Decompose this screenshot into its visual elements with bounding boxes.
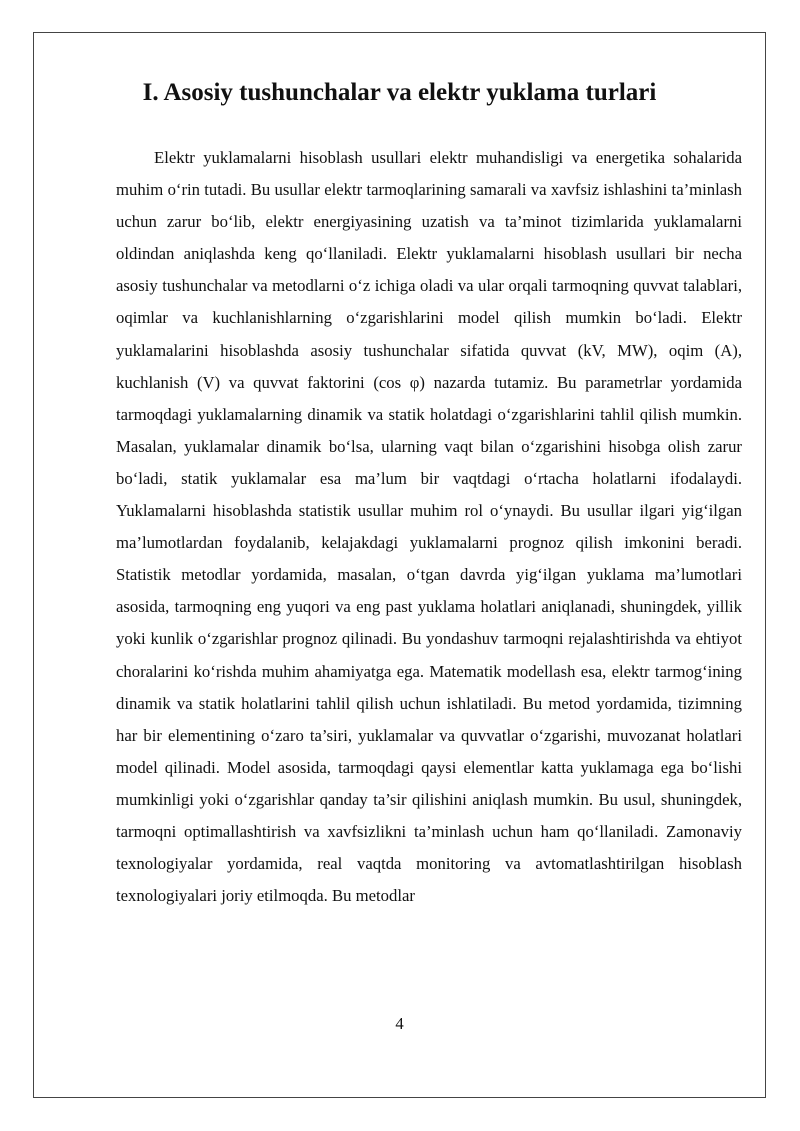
section-heading: I. Asosiy tushunchalar va elektr yuklama turlari [142,79,657,106]
page-number: 4 [395,1014,404,1033]
body-paragraph: Elektr yuklamalarni hisoblash usullari elektr muhandisligi va energetika sohalarida muhim o‘rin tutadi. Bu usullar elektr tarmoqlarining samarali va xavfsiz ishlashini ta’minlash uchun zarur bo‘lib, elektr energiyasining uzatish va ta’minot tizimlarida yuklamalarni oldindan aniqlashda keng qo‘llaniladi. Elektr yuklamalarni hisoblash usullari bir necha asosiy tushunchalar va metodlarni o‘z ichiga oladi va ular orqali tarmoqning quvvat talablari, oqimlar va kuchlanishlarning o‘zgarishlarini model qilish mumkin bo‘ladi. Elektr yuklamalarini hisoblashda asosiy tushunchalar sifatida quvvat (kV, MW), oqim (A), kuchlanish (V) va quvvat faktorini (cos φ) nazarda tutamiz. Bu parametrlar yordamida tarmoqdagi yuklamalarning dinamik va statik holatdagi o‘zgarishlarini tahlil qilish mumkin. Masalan, yuklamalar dinamik bo‘lsa, ularning vaqt bilan o‘zgarishini hisobga olish zarur bo‘ladi, statik yuklamalar esa ma’lum bir vaqtdagi o‘rtacha holatlarni ifodalaydi. Yuklamalarni hisoblashda statistik usullar muhim rol o‘ynaydi. Bu usullar ilgari yig‘ilgan ma’lumotlardan foydalanib, kelajakdagi yuklamalarni prognoz qilish imkonini beradi. Statistik metodlar yordamida, masalan, o‘tgan davrda yig‘ilgan yuklama ma’lumotlari asosida, tarmoqning eng yuqori va eng past yuklama holatlari aniqlanadi, shuningdek, yillik yoki kunlik o‘zgarishlar prognoz qilinadi. Bu yondashuv tarmoqni rejalashtirishda va ehtiyot choralarini ko‘rishda muhim ahamiyatga ega. Matematik modellash esa, elektr tarmog‘ining dinamik va statik holatlarini tahlil qilish uchun ishlatiladi. Bu metod yordamida, tizimning har bir elementining o‘zaro ta’siri, yuklamalar va quvvatlar o‘zgarishi, muvozanat holatlari model qilinadi. Model asosida, tarmoqdagi qaysi elementlar katta yuklamaga ega bo‘lishi mumkinligi yoki o‘zgarishlar qanday ta’sir qilishini aniqlash mumkin. Bu usul, shuningdek, tarmoqni optimallashtirish va xavfsizlikni ta’minlash uchun ham qo‘llaniladi. Zamonaviy texnologiyalar yordamida, real vaqtda monitoring va avtomatlashtirilgan hisoblash texnologiyalari joriy etilmoqda. Bu metodlar [116,148,742,906]
